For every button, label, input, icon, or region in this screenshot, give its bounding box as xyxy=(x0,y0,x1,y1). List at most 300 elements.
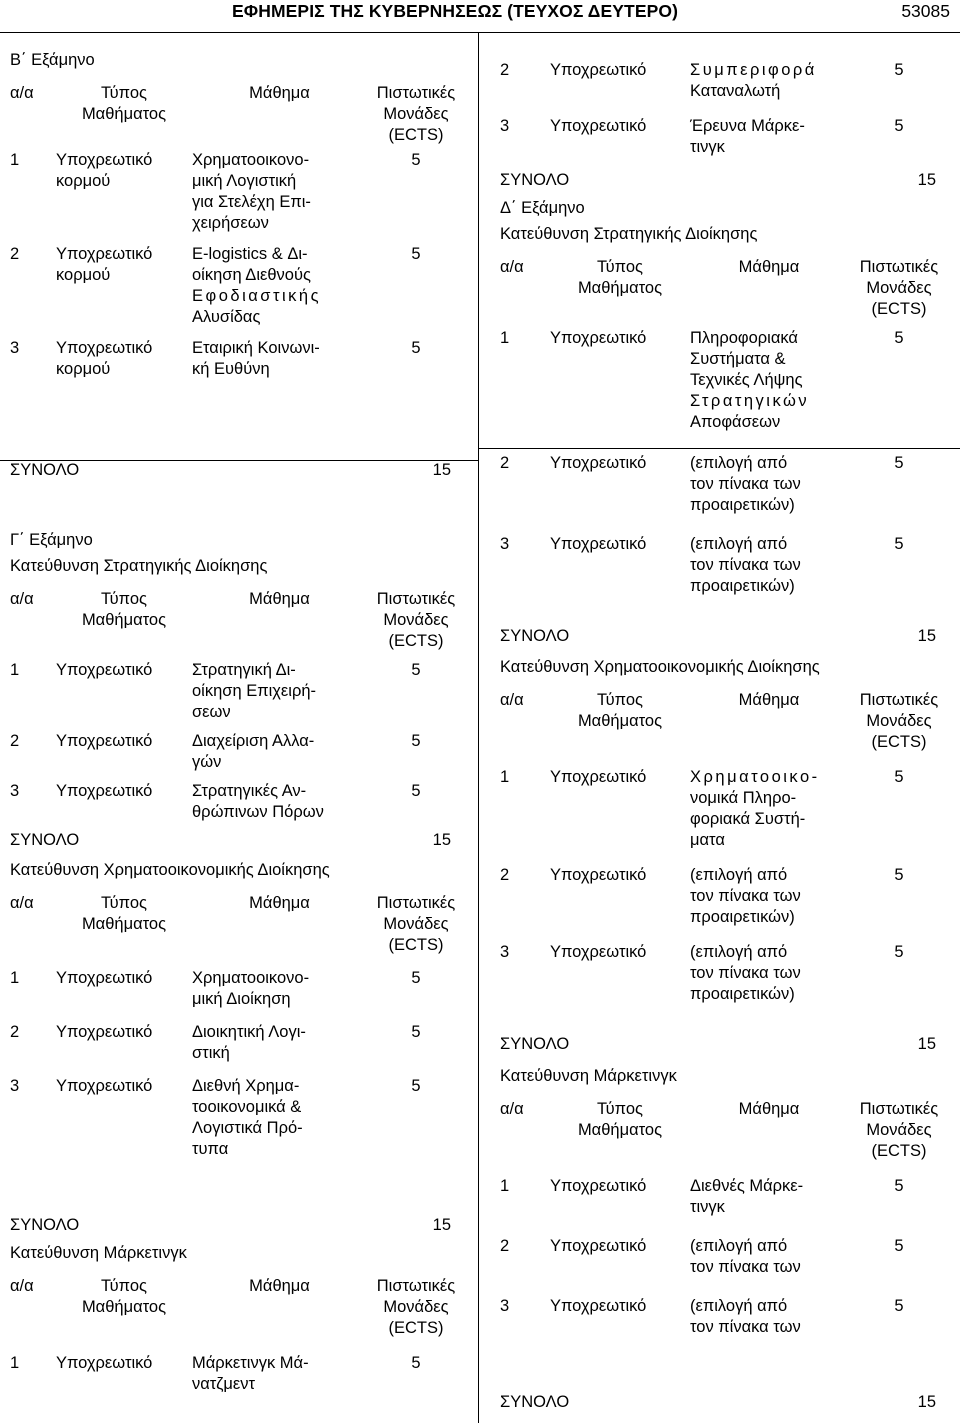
col-header-type-line: Μαθήματος xyxy=(81,1298,167,1316)
col-header-ects-line: Πιστωτικές xyxy=(376,1277,456,1295)
course-name-line: οίκηση Επιχειρή- xyxy=(192,682,317,700)
course-type xyxy=(56,1076,192,1097)
course-name-line: τον πίνακα των xyxy=(690,475,801,493)
course-type-line: Υποχρεωτικό xyxy=(550,117,647,135)
course-name-line: Αλυσίδας xyxy=(192,308,261,326)
col-header-course: Μάθημα xyxy=(249,894,310,912)
total-label: ΣΥΝΟΛΟ xyxy=(500,1393,570,1411)
course-type xyxy=(56,150,192,192)
course-name-line: E-logistics & Δι- xyxy=(192,245,308,263)
col-header-type xyxy=(56,589,192,631)
course-type xyxy=(550,1236,690,1257)
col-header-type-line: Μαθήματος xyxy=(577,712,663,730)
ects-value: 5 xyxy=(411,151,421,169)
table-row xyxy=(500,1296,950,1338)
total-row xyxy=(10,830,465,851)
ects-value: 5 xyxy=(411,969,421,987)
table-row xyxy=(10,968,465,1010)
course-name-line: Εφοδιαστικής xyxy=(192,287,322,305)
course-name-line: προαιρετικών) xyxy=(690,908,795,926)
col-header-type xyxy=(550,257,690,299)
col-header-course: Μάθημα xyxy=(249,1277,310,1295)
direction-heading: Κατεύθυνση Στρατηγικής Διοίκησης xyxy=(500,225,758,243)
course-name-line: (επιλογή από xyxy=(690,535,788,553)
course-type-line: Υποχρεωτικό xyxy=(56,339,153,357)
course-type xyxy=(550,60,690,81)
table-row xyxy=(500,534,950,597)
table-row xyxy=(10,244,465,328)
col-header-ects-line: (ECTS) xyxy=(871,733,927,751)
course-name-line: Χρηματοοικο- xyxy=(690,768,820,786)
table-row xyxy=(500,865,950,928)
total-label: ΣΥΝΟΛΟ xyxy=(500,627,570,645)
course-name-line: στική xyxy=(192,1044,230,1062)
col-header-aa: α/α xyxy=(10,590,34,608)
ects-value: 5 xyxy=(894,61,904,79)
col-header-aa: α/α xyxy=(10,1277,34,1295)
col-header-type-line: Τύπος xyxy=(101,84,147,102)
col-header-type-line: Τύπος xyxy=(597,691,643,709)
course-name-line: (επιλογή από xyxy=(690,943,788,961)
col-header-ects-line: Μονάδες xyxy=(383,915,449,933)
course-name xyxy=(690,328,848,433)
col-header-aa: α/α xyxy=(500,258,524,276)
col-header-type-line: Τύπος xyxy=(597,258,643,276)
total-row xyxy=(500,1392,950,1413)
course-name-line: προαιρετικών) xyxy=(690,985,795,1003)
course-type xyxy=(550,328,690,349)
ects-value: 5 xyxy=(894,454,904,472)
course-name-line: τινγκ xyxy=(690,138,725,156)
total-value: 15 xyxy=(917,1393,936,1411)
header-rule xyxy=(0,32,960,33)
col-header-type-line: Τύπος xyxy=(597,1100,643,1118)
row-number: 1 xyxy=(500,1177,510,1195)
row-number: 3 xyxy=(500,535,510,553)
col-header-course: Μάθημα xyxy=(249,590,310,608)
course-name-line: Στρατηγική Δι- xyxy=(192,661,296,679)
col-header-ects xyxy=(848,257,950,320)
col-header-ects-line: Πιστωτικές xyxy=(859,1100,939,1118)
course-name-line: γών xyxy=(192,753,222,771)
ects-value: 5 xyxy=(411,1023,421,1041)
table-header-row xyxy=(500,1099,950,1162)
direction-heading: Κατεύθυνση Μάρκετινγκ xyxy=(500,1067,677,1085)
col-header-type xyxy=(550,1099,690,1141)
ects-value: 5 xyxy=(411,782,421,800)
course-name-line: τον πίνακα των xyxy=(690,887,801,905)
course-name-line: τον πίνακα των xyxy=(690,1318,801,1336)
col-header-ects xyxy=(367,893,465,956)
table-row xyxy=(500,328,950,433)
course-name-line: Εταιρική Κοινωνι- xyxy=(192,339,320,357)
course-type-line: Υποχρεωτικό xyxy=(550,768,647,786)
course-type-line: Υποχρεωτικό xyxy=(56,245,153,263)
course-type-line: Υποχρεωτικό xyxy=(56,1077,153,1095)
course-name-line: (επιλογή από xyxy=(690,866,788,884)
col-header-course: Μάθημα xyxy=(738,691,800,709)
course-name-line: τον πίνακα των xyxy=(690,1258,801,1276)
course-name-line: προαιρετικών) xyxy=(690,577,795,595)
col-header-course: Μάθημα xyxy=(738,1100,800,1118)
row-number: 1 xyxy=(500,329,510,347)
row-number: 3 xyxy=(10,339,20,357)
course-name xyxy=(192,244,367,328)
table-header-row xyxy=(500,690,950,753)
course-name-line: Τεχνικές Λήψης xyxy=(690,371,803,389)
course-name xyxy=(690,534,848,597)
course-type xyxy=(550,534,690,555)
course-name-line: σεων xyxy=(192,703,231,721)
row-number: 3 xyxy=(500,117,510,135)
course-name xyxy=(192,1076,367,1160)
semester-heading: Β΄ Εξάμηνο xyxy=(10,51,95,69)
course-name xyxy=(192,660,367,723)
course-name xyxy=(192,1353,367,1395)
course-name xyxy=(690,453,848,516)
course-name xyxy=(690,1296,848,1338)
ects-value: 5 xyxy=(411,245,421,263)
col-header-ects-line: Πιστωτικές xyxy=(376,894,456,912)
course-name-line: φοριακά Συστή- xyxy=(690,810,806,828)
total-label: ΣΥΝΟΛΟ xyxy=(500,1035,570,1053)
col-header-aa: α/α xyxy=(500,1100,524,1118)
course-type xyxy=(56,1022,192,1043)
course-name-line: Λογιστικά Πρό- xyxy=(192,1119,303,1137)
course-name xyxy=(690,767,848,851)
course-name-line: ματα xyxy=(690,831,725,849)
course-name-line: Πληροφοριακά xyxy=(690,329,798,347)
total-value: 15 xyxy=(917,627,936,645)
direction-heading: Κατεύθυνση Χρηματοοικονομικής Διοίκησης xyxy=(500,658,820,676)
course-type xyxy=(56,244,192,286)
table-row xyxy=(500,1176,950,1218)
course-type xyxy=(550,1176,690,1197)
table-header-row xyxy=(10,1276,465,1339)
table-header-row xyxy=(10,83,465,146)
course-type-line: Υποχρεωτικό xyxy=(550,1297,647,1315)
course-type xyxy=(56,660,192,681)
col-header-ects-line: Μονάδες xyxy=(383,105,449,123)
table-row xyxy=(10,781,465,823)
course-name-line: Διαχείριση Αλλα- xyxy=(192,732,315,750)
col-header-course: Μάθημα xyxy=(738,258,800,276)
course-type-line: Υποχρεωτικό xyxy=(550,329,647,347)
course-type xyxy=(550,453,690,474)
section-block xyxy=(500,60,950,158)
col-header-aa: α/α xyxy=(10,894,34,912)
section-block xyxy=(500,657,950,1005)
course-name-line: τοοικονομικά & xyxy=(192,1098,302,1116)
table-row xyxy=(500,767,950,851)
row-number: 1 xyxy=(10,969,20,987)
course-name-line: οίκηση Διεθνούς xyxy=(192,266,311,284)
page-number: 53085 xyxy=(901,1,950,21)
table-row xyxy=(10,731,465,773)
course-name-line: Διοικητική Λογι- xyxy=(192,1023,306,1041)
course-name-line: κή Ευθύνη xyxy=(192,360,270,378)
ects-value: 5 xyxy=(411,1354,421,1372)
total-label: ΣΥΝΟΛΟ xyxy=(10,1216,80,1234)
course-name-line: χειρήσεων xyxy=(192,214,269,232)
course-name-line: Διεθνές Μάρκε- xyxy=(690,1177,804,1195)
course-name xyxy=(690,942,848,1005)
course-name-line: Διεθνή Χρημα- xyxy=(192,1077,300,1095)
course-name-line: Χρηματοοικονο- xyxy=(192,151,310,169)
course-type-line: Υποχρεωτικό xyxy=(56,732,153,750)
course-name xyxy=(690,865,848,928)
course-type xyxy=(550,767,690,788)
col-header-ects xyxy=(367,589,465,652)
course-type xyxy=(56,1353,192,1374)
course-name-line: μική Λογιστική xyxy=(192,172,297,190)
semester-heading: Γ΄ Εξάμηνο xyxy=(10,531,93,549)
table-row xyxy=(500,453,950,516)
col-header-ects-line: (ECTS) xyxy=(388,1319,444,1337)
col-header-ects-line: Πιστωτικές xyxy=(859,258,939,276)
course-type xyxy=(550,942,690,963)
course-type-line: Υποχρεωτικό xyxy=(550,1177,647,1195)
direction-heading: Κατεύθυνση Χρηματοοικονομικής Διοίκησης xyxy=(10,861,330,879)
col-header-type-line: Μαθήματος xyxy=(81,915,167,933)
ects-value: 5 xyxy=(894,535,904,553)
section-block xyxy=(10,1243,465,1395)
course-type-line: Υποχρεωτικό xyxy=(56,1023,153,1041)
ects-value: 5 xyxy=(411,732,421,750)
section-block xyxy=(500,1066,950,1338)
row-number: 1 xyxy=(10,1354,20,1372)
col-header-ects-line: Πιστωτικές xyxy=(859,691,939,709)
ects-value: 5 xyxy=(894,329,904,347)
course-type xyxy=(550,865,690,886)
col-header-ects-line: Μονάδες xyxy=(866,712,932,730)
course-name xyxy=(192,781,367,823)
table-row xyxy=(500,116,950,158)
course-name-line: προαιρετικών) xyxy=(690,496,795,514)
course-name-line: Μάρκετινγκ Μά- xyxy=(192,1354,309,1372)
course-name xyxy=(192,338,367,380)
course-name-line: νατζμεντ xyxy=(192,1375,255,1393)
col-header-type-line: Μαθήματος xyxy=(81,611,167,629)
row-number: 3 xyxy=(500,943,510,961)
total-value: 15 xyxy=(917,1035,936,1053)
col-header-aa: α/α xyxy=(10,84,34,102)
total-value: 15 xyxy=(432,1216,451,1234)
ects-value: 5 xyxy=(894,866,904,884)
course-name xyxy=(690,60,848,102)
course-name xyxy=(192,150,367,234)
total-value: 15 xyxy=(432,831,451,849)
row-number: 1 xyxy=(500,768,510,786)
col-header-ects-line: (ECTS) xyxy=(388,936,444,954)
course-name xyxy=(192,1022,367,1064)
column-divider-lower xyxy=(478,448,479,1423)
course-name-line: Συμπεριφορά xyxy=(690,61,817,79)
col-header-ects xyxy=(848,1099,950,1162)
column-divider-upper xyxy=(478,33,479,449)
ects-value: 5 xyxy=(411,661,421,679)
table-header-row xyxy=(500,257,950,320)
total-row xyxy=(500,170,950,191)
col-header-ects-line: Μονάδες xyxy=(866,1121,932,1139)
course-type-line: Υποχρεωτικό xyxy=(56,969,153,987)
course-type-line: Υποχρεωτικό xyxy=(56,1354,153,1372)
table-row xyxy=(10,1353,465,1395)
section-block xyxy=(10,50,465,380)
course-type-line: Υποχρεωτικό xyxy=(550,943,647,961)
row-number: 2 xyxy=(500,454,510,472)
course-name-line: μική Διοίκηση xyxy=(192,990,291,1008)
col-header-type-line: Τύπος xyxy=(101,590,147,608)
course-name-line: θρώπινων Πόρων xyxy=(192,803,324,821)
course-name-line: Έρευνα Μάρκε- xyxy=(690,117,805,135)
col-header-ects-line: (ECTS) xyxy=(388,632,444,650)
col-header-ects-line: (ECTS) xyxy=(388,126,444,144)
course-name xyxy=(690,1176,848,1218)
course-name-line: για Στελέχη Επι- xyxy=(192,193,311,211)
course-type xyxy=(550,1296,690,1317)
course-type-line: Υποχρεωτικό xyxy=(56,661,153,679)
course-type xyxy=(56,731,192,752)
course-type-line: Υποχρεωτικό xyxy=(550,866,647,884)
course-name-line: Καταναλωτή xyxy=(690,82,781,100)
table-header-row xyxy=(10,893,465,956)
direction-heading: Κατεύθυνση Μάρκετινγκ xyxy=(10,1244,187,1262)
table-row xyxy=(500,60,950,102)
course-name xyxy=(690,116,848,158)
ects-value: 5 xyxy=(894,1237,904,1255)
table-row xyxy=(10,660,465,723)
col-header-ects-line: Μονάδες xyxy=(866,279,932,297)
direction-heading: Κατεύθυνση Στρατηγικής Διοίκησης xyxy=(10,557,268,575)
col-header-ects-line: (ECTS) xyxy=(871,300,927,318)
row-number: 2 xyxy=(10,245,20,263)
col-header-type xyxy=(56,893,192,935)
row-number: 2 xyxy=(10,732,20,750)
course-name-line: τον πίνακα των xyxy=(690,964,801,982)
total-label: ΣΥΝΟΛΟ xyxy=(10,461,80,479)
course-type-line: Υποχρεωτικό xyxy=(550,1237,647,1255)
ects-value: 5 xyxy=(411,1077,421,1095)
row-number: 2 xyxy=(500,61,510,79)
page-header xyxy=(0,0,960,34)
course-name xyxy=(192,968,367,1010)
col-header-type-line: Τύπος xyxy=(101,894,147,912)
course-type-line: Υποχρεωτικό xyxy=(56,782,153,800)
ects-value: 5 xyxy=(894,943,904,961)
col-header-ects-line: Πιστωτικές xyxy=(376,590,456,608)
course-name xyxy=(192,731,367,773)
section-block xyxy=(10,860,465,1160)
total-row xyxy=(10,460,465,481)
total-label: ΣΥΝΟΛΟ xyxy=(10,831,80,849)
course-name-line: Στρατηγικές Αν- xyxy=(192,782,307,800)
col-header-type xyxy=(56,83,192,125)
col-header-ects xyxy=(367,83,465,146)
row-number: 2 xyxy=(500,866,510,884)
table-header-row xyxy=(10,589,465,652)
col-header-ects xyxy=(848,690,950,753)
course-name xyxy=(690,1236,848,1278)
col-header-type xyxy=(550,690,690,732)
total-value: 15 xyxy=(432,461,451,479)
course-type-line: κορμού xyxy=(56,360,111,378)
course-type-line: Υποχρεωτικό xyxy=(550,454,647,472)
course-type-line: Υποχρεωτικό xyxy=(550,61,647,79)
table-row xyxy=(500,942,950,1005)
total-row xyxy=(500,1034,950,1055)
row-number: 1 xyxy=(10,151,20,169)
course-type-line: κορμού xyxy=(56,172,111,190)
table-row xyxy=(10,1022,465,1064)
table-row xyxy=(10,338,465,380)
section-block xyxy=(500,198,950,597)
col-header-ects-line: (ECTS) xyxy=(871,1142,927,1160)
course-name-line: τυπα xyxy=(192,1140,229,1158)
table-row xyxy=(10,150,465,234)
col-header-ects-line: Πιστωτικές xyxy=(376,84,456,102)
course-type-line: Υποχρεωτικό xyxy=(550,535,647,553)
col-header-ects-line: Μονάδες xyxy=(383,1298,449,1316)
course-name-line: Χρηματοοικονο- xyxy=(192,969,310,987)
ects-value: 5 xyxy=(894,1297,904,1315)
course-type xyxy=(56,338,192,380)
course-name-line: Στρατηγικών xyxy=(690,392,810,410)
ects-value: 5 xyxy=(894,1177,904,1195)
table-row xyxy=(10,1076,465,1160)
col-header-type xyxy=(56,1276,192,1318)
section-block xyxy=(10,530,465,823)
total-row xyxy=(10,1215,465,1236)
course-name-line: (επιλογή από xyxy=(690,1237,788,1255)
col-header-type-line: Μαθήματος xyxy=(81,105,167,123)
row-number: 2 xyxy=(10,1023,20,1041)
total-value: 15 xyxy=(917,171,936,189)
course-type-line: κορμού xyxy=(56,266,111,284)
course-type-line: Υποχρεωτικό xyxy=(56,151,153,169)
col-header-type-line: Μαθήματος xyxy=(577,279,663,297)
course-name-line: τινγκ xyxy=(690,1198,725,1216)
course-name-line: Συστήματα & xyxy=(690,350,786,368)
col-header-ects xyxy=(367,1276,465,1339)
total-row xyxy=(500,626,950,647)
row-number: 3 xyxy=(10,1077,20,1095)
course-name-line: Αποφάσεων xyxy=(690,413,781,431)
total-label: ΣΥΝΟΛΟ xyxy=(500,171,570,189)
semester-heading: Δ΄ Εξάμηνο xyxy=(500,199,585,217)
col-header-ects-line: Μονάδες xyxy=(383,611,449,629)
course-name-line: τον πίνακα των xyxy=(690,556,801,574)
course-type xyxy=(56,968,192,989)
table-row xyxy=(500,1236,950,1278)
gazette-title: ΕΦΗΜΕΡΙΣ ΤΗΣ ΚΥΒΕΡΝΗΣΕΩΣ (ΤΕΥΧΟΣ ΔΕΥΤΕΡΟ) xyxy=(232,1,679,21)
row-number: 1 xyxy=(10,661,20,679)
course-name-line: (επιλογή από xyxy=(690,1297,788,1315)
col-header-type-line: Μαθήματος xyxy=(577,1121,663,1139)
course-name-line: νομικά Πληρο- xyxy=(690,789,797,807)
ects-value: 5 xyxy=(894,768,904,786)
col-header-aa: α/α xyxy=(500,691,524,709)
course-type xyxy=(550,116,690,137)
course-type xyxy=(56,781,192,802)
row-number: 2 xyxy=(500,1237,510,1255)
col-header-course: Μάθημα xyxy=(249,84,310,102)
col-header-type-line: Τύπος xyxy=(101,1277,147,1295)
row-number: 3 xyxy=(10,782,20,800)
ects-value: 5 xyxy=(894,117,904,135)
ects-value: 5 xyxy=(411,339,421,357)
course-name-line: (επιλογή από xyxy=(690,454,788,472)
